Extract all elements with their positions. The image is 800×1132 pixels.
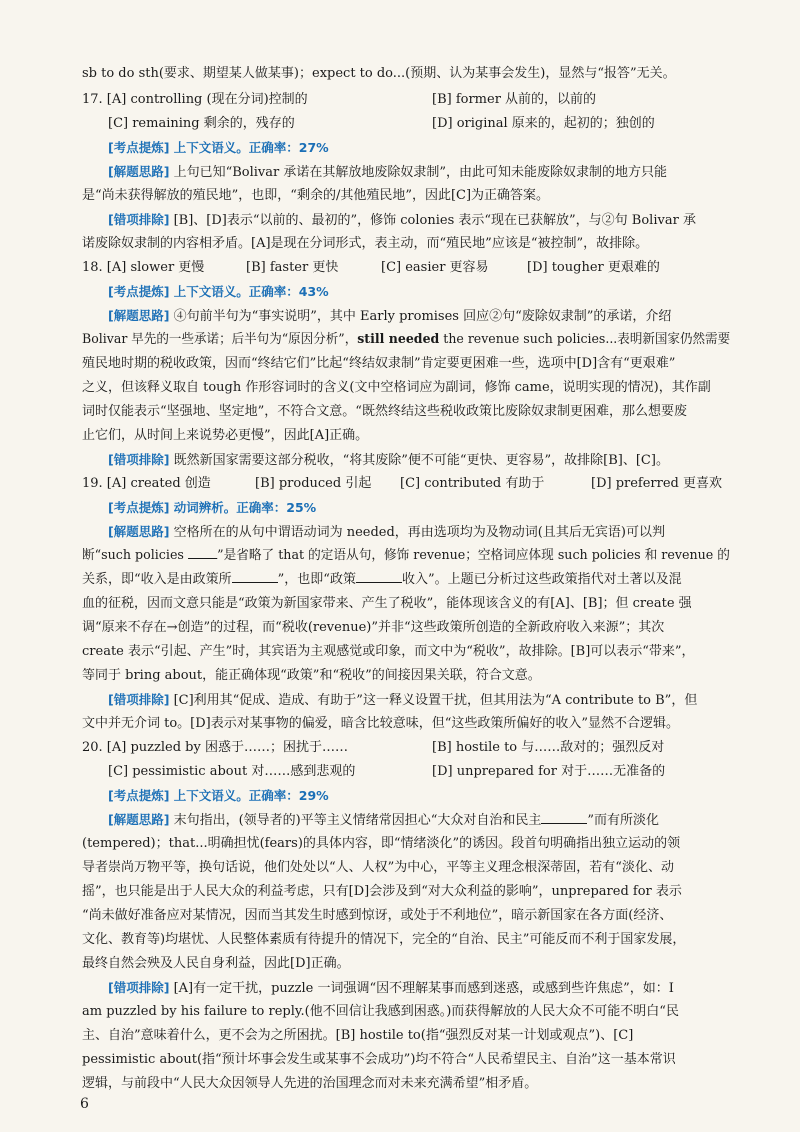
- analysis-text: ④句前半句为“事实说明”，其中 Early promises 回应②句“废除奴隶制”的承诺，介绍: [169, 309, 672, 324]
- elimination-line: [108, 208, 696, 232]
- text-line: 文化、教育等)均堪忧、人民整体素质有待提升的情况下，完全的“自治、民主”可能反而不利于国家发展，: [82, 932, 686, 947]
- text-span: 断“such policies: [82, 548, 188, 563]
- blank-line: [541, 809, 587, 824]
- text-line: sb to do sth(要求、期望某人做某事)；expect to do...(预期、认为某事会发生)，显然与“报答”无关。: [82, 66, 676, 81]
- text-span: 收入”。上题已分析过这些政策指代对土著以及混: [401, 572, 682, 587]
- emphasis-text: still needed: [357, 332, 440, 347]
- key-point-heading: [考点提炼] 动词辨析。正确率：25%: [108, 500, 317, 515]
- text-line: pessimistic about(指“预计坏事会发生或某事不会成功”)均不符合“人民希望民主、自治”这一基本常识: [82, 1052, 676, 1067]
- question-19-option-c: [C] contributed 有助于: [400, 476, 545, 491]
- elimination-tag: [错项排除]: [108, 980, 170, 995]
- question-18-option-a: 18. [A] slower 更慢: [82, 260, 205, 275]
- analysis-text: 上句已知“Bolivar 承诺在其解放地废除奴隶制”，由此可知未能废除奴隶制的地方只能: [169, 165, 667, 180]
- analysis-line: [108, 160, 667, 184]
- text-line: create 表示“引起、产生”时，其宾语为主观感觉或印象，而文中为“税收”，故排除。[B]可以表示“带来”，: [82, 644, 695, 659]
- key-point-heading: [考点提炼] 上下文语义。正确率：27%: [108, 140, 329, 155]
- question-17-option-c: [C] remaining 剩余的，残存的: [108, 116, 295, 131]
- key-point-heading: [考点提炼] 上下文语义。正确率：29%: [108, 788, 329, 803]
- analysis-line: [108, 808, 659, 832]
- blank-line: [188, 544, 217, 559]
- analysis-tag: [解题思路]: [108, 812, 170, 827]
- text-line: 摇”，也只能是出于人民大众的利益考虑，只有[D]会涉及到“对大众利益的影响”，unprepared for 表示: [82, 884, 682, 899]
- text-line: am puzzled by his failure to reply.(他不回信让我感到困惑。)而获得解放的人民大众不可能不明白“民: [82, 1004, 679, 1019]
- text-line: [82, 544, 730, 568]
- analysis-text: 末句指出，(领导者的)平等主义情绪常因担心“大众对自治和民主: [169, 813, 542, 828]
- text-line: 导者崇尚万物平等，换句话说，他们处处以“人、人权”为中心，平等主义理念根深蒂固，若有“淡化、动: [82, 860, 674, 875]
- text-span: ”，也即“政策: [277, 572, 356, 587]
- text-span: ”而有所淡化: [587, 813, 660, 828]
- text-line: 词时仅能表示“坚强地、坚定地”，不符合文意。“既然终结这些税收政策比废除奴隶制更困难，那么想要废: [82, 404, 687, 419]
- text-line: 调“原来不存在→创造”的过程，而“税收(revenue)”并非“这些政策所创造的全新政府收入来源”；其次: [82, 620, 665, 635]
- text-line: [82, 328, 730, 352]
- question-19-option-b: [B] produced 引起: [255, 476, 372, 491]
- question-20-option-b: [B] hostile to 与……敌对的；强烈反对: [432, 740, 665, 755]
- text-span: 关系，即“收入是由政策所: [82, 572, 232, 587]
- text-line: 诺废除奴隶制的内容相矛盾。[A]是现在分词形式，表主动，而“殖民地”应该是“被控制”，故排除。: [82, 236, 649, 251]
- key-point-heading: [考点提炼] 上下文语义。正确率：43%: [108, 284, 329, 299]
- elimination-text: [C]利用其“促成、造成、有助于”这一释义设置干扰，但其用法为“A contribute to B”，但: [169, 693, 698, 708]
- text-line: 主、自治”意味着什么，更不会为之所困扰。[B] hostile to(指“强烈反对某一计划或观点”)、[C]: [82, 1028, 634, 1043]
- text-span: the revenue such policies...表明新国家仍然需要: [439, 332, 731, 347]
- question-20-option-d: [D] unprepared for 对于……无准备的: [432, 764, 666, 779]
- text-line: 是“尚未获得解放的殖民地”，也即，“剩余的/其他殖民地”，因此[C]为正确答案。: [82, 188, 550, 203]
- text-line: 文中并无介词 to。[D]表示对某事物的偏爱，暗含比较意味，但“这些政策所偏好的收入”显然不合逻辑。: [82, 716, 680, 731]
- analysis-line: [108, 304, 671, 328]
- question-20-option-c: [C] pessimistic about 对……感到悲观的: [108, 764, 356, 779]
- page-number: 6: [80, 1096, 89, 1112]
- question-19-option-d: [D] preferred 更喜欢: [591, 476, 723, 491]
- analysis-tag: [解题思路]: [108, 308, 170, 323]
- question-18-option-d: [D] tougher 更艰难的: [527, 260, 660, 275]
- analysis-text: 空格所在的从句中谓语动词为 needed，再由选项均为及物动词(且其后无宾语)可以判: [169, 525, 665, 540]
- text-line: (tempered)；that...明确担忧(fears)的具体内容，即“情绪淡化”的诱因。段首句明确指出独立运动的领: [82, 836, 681, 851]
- text-line: 之义，但该释义取自 tough 作形容词时的含义(文中空格词应为副词，修饰 came，说明实现的情况)，其作副: [82, 380, 711, 395]
- text-line: [82, 568, 682, 592]
- elimination-text: 既然新国家需要这部分税收，“将其废除”便不可能“更快、更容易”，故排除[B]、[C]。: [169, 453, 669, 468]
- question-19-option-a: 19. [A] created 创造: [82, 476, 211, 491]
- blank-line: [232, 568, 278, 583]
- elimination-text: [B]、[D]表示“以前的、最初的”，修饰 colonies 表示“现在已获解放”，与②句 Bolivar 承: [169, 213, 696, 228]
- question-20-option-a: 20. [A] puzzled by 困惑于……；困扰于……: [82, 740, 348, 755]
- text-line: 止它们，从时间上来说势必更慢”，因此[A]正确。: [82, 428, 369, 443]
- text-line: 逻辑，与前段中“人民大众因领导人先进的治国理念而对未来充满希望”相矛盾。: [82, 1076, 538, 1091]
- text-line: 殖民地时期的税收政策，因而“终结它们”比起“终结奴隶制”肯定要更困难一些，选项中[D]含有“更艰难”: [82, 356, 676, 371]
- question-17-option-a: 17. [A] controlling (现在分词)控制的: [82, 92, 308, 107]
- analysis-tag: [解题思路]: [108, 164, 170, 179]
- question-18-option-b: [B] faster 更快: [246, 260, 339, 275]
- question-18-option-c: [C] easier 更容易: [381, 260, 489, 275]
- text-line: 等同于 bring about，能正确体现“政策”和“税收”的间接因果关联，符合文意。: [82, 668, 541, 683]
- elimination-tag: [错项排除]: [108, 212, 170, 227]
- question-17-option-b: [B] former 从前的，以前的: [432, 92, 597, 107]
- elimination-tag: [错项排除]: [108, 692, 170, 707]
- question-17-option-d: [D] original 原来的，起初的；独创的: [432, 116, 655, 131]
- text-line: 血的征税，因而文意只能是“政策为新国家带来、产生了税收”，能体现该含义的有[A]、[B]；但 create 强: [82, 596, 692, 611]
- elimination-line: [108, 976, 674, 1000]
- text-line: “尚未做好准备应对某情况，因而当其发生时感到惊讶，或处于不利地位”，暗示新国家在各方面(经济、: [82, 908, 673, 923]
- text-line: 最终自然会殃及人民自身利益，因此[D]正确。: [82, 956, 350, 971]
- elimination-line: [108, 688, 697, 712]
- elimination-line: [108, 448, 669, 472]
- analysis-line: [108, 520, 665, 544]
- text-span: ”是省略了 that 的定语从句，修饰 revenue；空格词应体现 such policies 和 revenue 的: [217, 548, 730, 563]
- blank-line: [356, 568, 402, 583]
- elimination-tag: [错项排除]: [108, 452, 170, 467]
- elimination-text: [A]有一定干扰，puzzle 一词强调“因不理解某事而感到迷惑，或感到些许焦虑”，如：I: [169, 981, 674, 996]
- analysis-tag: [解题思路]: [108, 524, 170, 539]
- text-span: Bolivar 早先的一些承诺；后半句为“原因分析”，: [82, 332, 358, 347]
